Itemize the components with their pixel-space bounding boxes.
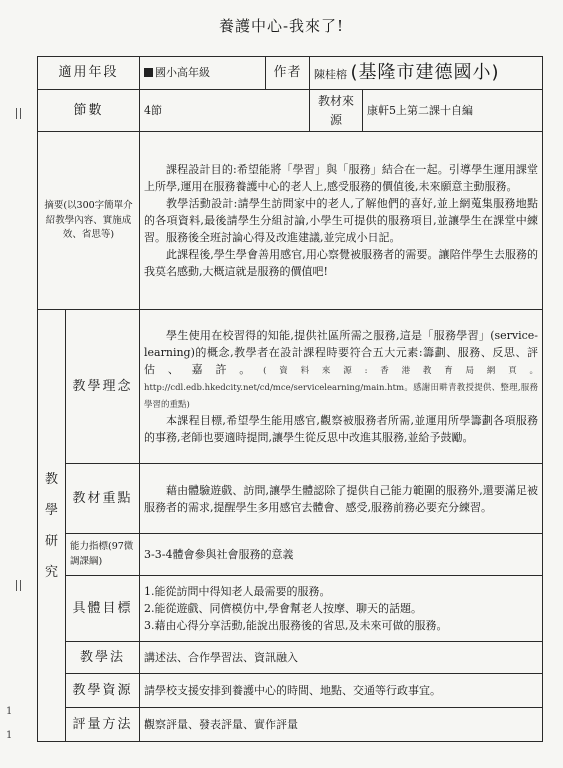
resources-label: 教學資源	[66, 674, 140, 708]
method-value: 講述法、合作學習法、資訊融入	[140, 642, 543, 674]
philosophy-text-main: 學生使用在校習得的知能,提供社區所需之服務,這是「服務學習」(service-learning)的概念,教學者在設計課程時要符合五大元素:籌劃、服務、反思、評估、嘉許。	[144, 328, 539, 376]
objective-item: 3.藉由心得分享活動,能說出服務後的省思,及未來可做的服務。	[144, 619, 448, 633]
philosophy-label: 教學理念	[66, 310, 140, 464]
summary-content	[140, 132, 543, 310]
philosophy-content	[140, 310, 543, 464]
objectives-label: 具體目標	[66, 576, 140, 642]
competency-value: 3-3-4體會參與社會服務的意義	[140, 534, 543, 576]
summary-label: 摘要(以300字簡單介紹教學內容、實施成效、省思等)	[38, 132, 140, 310]
author-cell	[310, 57, 543, 90]
teaching-philosophy-row	[38, 310, 543, 464]
assessment-value: 觀察評量、發表評量、實作評量	[140, 708, 543, 742]
resources-row	[38, 674, 543, 708]
summary-paragraph: 課程設計目的:希望能將「學習」與「服務」結合在一起。引導學生運用課堂上所學,運用在服務養護中心的老人上,感受服務的價值後,未來願意主動服務。	[144, 163, 539, 194]
sessions-label: 節數	[38, 90, 140, 132]
material-focus-text: 藉由體驗遊戲、訪問,讓學生體認除了提供自己能力範圍的服務外,還要滿足被服務者的需求,提醒學生多用感官去體會、感受,服務前務必要充分練習。	[144, 483, 539, 514]
grade-row	[38, 57, 543, 90]
sessions-row	[38, 90, 543, 132]
research-label-char: 學	[44, 502, 58, 518]
research-label	[38, 310, 66, 742]
grade-label: 適用年段	[38, 57, 140, 90]
grade-value-cell	[140, 57, 266, 90]
lesson-plan-table	[37, 56, 543, 742]
competency-row	[38, 534, 543, 576]
objectives-row	[38, 576, 543, 642]
philosophy-text-2: 本課程目標,希望學生能用感官,觀察被服務者所需,並運用所學籌劃各項服務的事務,老師也要適時提問,讓學生從反思中改進其服務,並給予鼓勵。	[144, 414, 539, 445]
material-focus-content	[140, 464, 543, 534]
checked-box-icon	[144, 68, 153, 77]
author-school: (基隆市建德國小)	[350, 62, 500, 84]
objectives-list	[144, 583, 538, 634]
material-focus-label: 教材重點	[66, 464, 140, 534]
research-label-char: 究	[44, 564, 58, 580]
margin-mark: 1	[6, 730, 13, 741]
philosophy-text	[144, 327, 538, 413]
summary-paragraph: 此課程後,學生學會善用感官,用心察覺被服務者的需要。讓陪伴學生去服務的我莫名感動,大概這就是服務的價值吧!	[144, 248, 539, 279]
competency-label: 能力指標(97微調課綱)	[66, 534, 140, 576]
margin-mark: 1	[6, 706, 13, 717]
material-focus-row	[38, 464, 543, 534]
resources-value: 請學校支援安排到養護中心的時間、地點、交通等行政事宜。	[140, 674, 543, 708]
sessions-value: 4節	[140, 90, 310, 132]
assessment-label: 評量方法	[66, 708, 140, 742]
objective-item: 2.能從遊戲、同儕模仿中,學會幫老人按摩、聊天的話題。	[144, 602, 423, 616]
method-label: 教學法	[66, 642, 140, 674]
punch-hole-mark	[16, 580, 21, 591]
philosophy-source-note: (資料來源:香港教育局網頁。http://cdl.edb.hkedcity.net/cd/mce/servicelearning/main.htm。感謝田畊青教授提供、整理,服務學習的重點)	[144, 365, 539, 411]
objectives-content	[140, 576, 543, 642]
source-label: 教材來源	[310, 90, 363, 132]
research-label-char: 教	[44, 471, 58, 487]
punch-hole-mark	[16, 108, 21, 119]
method-row	[38, 642, 543, 674]
page-title: 養護中心-我來了!	[218, 17, 345, 35]
source-value: 康軒5上第二課十自編	[363, 90, 543, 132]
author-label: 作者	[266, 57, 310, 90]
research-label-char: 研	[44, 533, 58, 549]
summary-row	[38, 132, 543, 310]
summary-paragraph: 教學活動設計:請學生訪問家中的老人,了解他們的喜好,並上網蒐集服務地點的各項資料,最後請學生分組討論,小學生可提供的服務項目,並讓學生在課堂中練習。服務後全班討論心得及改進建議,並完成小日記。	[144, 197, 539, 245]
grade-value: 國小高年級	[155, 66, 211, 80]
assessment-row	[38, 708, 543, 742]
author-name: 陳桂榕	[314, 68, 348, 82]
objective-item: 1.能從訪問中得知老人最需要的服務。	[144, 585, 331, 599]
